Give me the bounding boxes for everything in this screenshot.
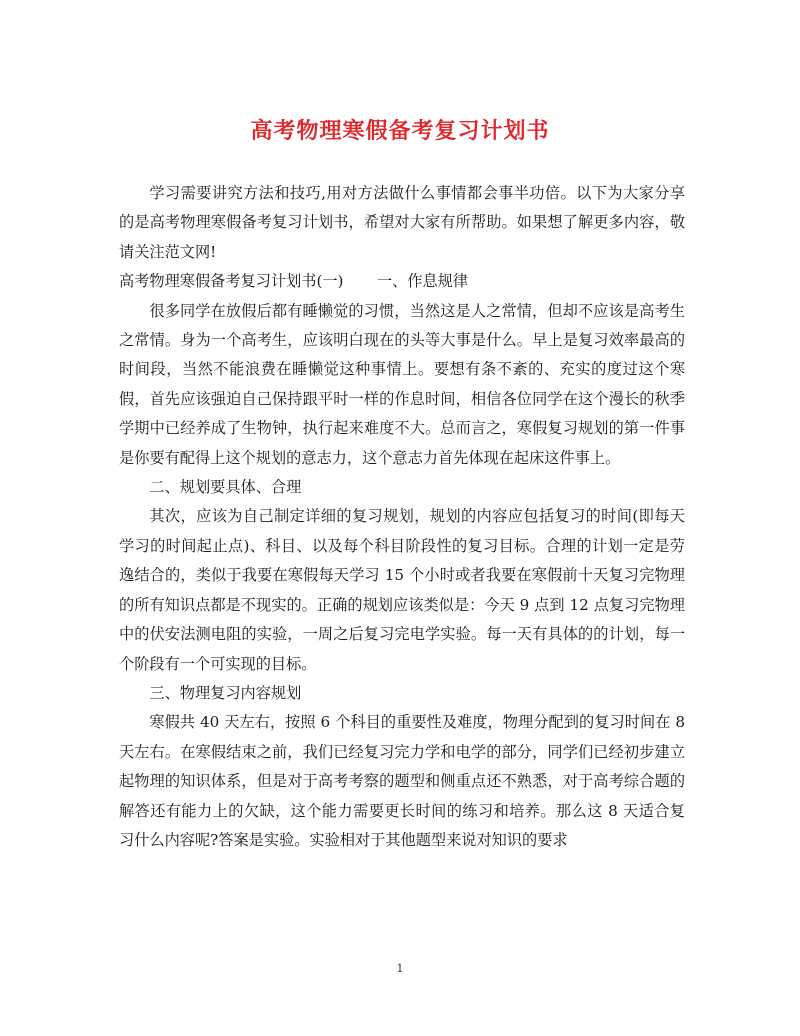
section2-paragraph: 其次，应该为自己制定详细的复习规划，规划的内容应包括复习的时间(即每天学习的时间起止点)、科目、以及每个科目阶段性的复习目标。合理的计划一定是劳逸结合的，类似于我要在寒假每天学习 15 个小时或者我要在寒假前十天复习完物理的所有知识点都是不现实的。正确的规划应该类似是：今天 9 点到 12 点复习完物理中的伏安法测电阻的实验，一周之后复习完电学实验。每一天有具体的的计划，每一个阶段有一个可实现的目标。 bbox=[119, 507, 685, 673]
section1-paragraph: 很多同学在放假后都有睡懒觉的习惯，当然这是人之常情，但却不应该是高考生之常情。身为一个高考生，应该明白现在的头等大事是什么。早上是复习效率最高的时间段，当然不能浪费在睡懒觉这种事情上。要想有条不紊的、充实的度过这个寒假，首先应该强迫自己保持跟平时一样的作息时间，相信各位同学在这个漫长的秋季学期中已经养成了生物钟，执行起来难度不大。总而言之，寒假复习规划的第一件事是你要有配得上这个规划的意志力，这个意志力首先体现在起床这件事上。 bbox=[119, 301, 685, 467]
section3-paragraph: 寒假共 40 天左右，按照 6 个科目的重要性及难度，物理分配到的复习时间在 8 天左右。在寒假结束之前，我们已经复习完力学和电学的部分，同学们已经初步建立起物理的知识体系，但是对于高考考察的题型和侧重点还不熟悉，对于高考综合题的解答还有能力上的欠缺，这个能力需要更长时间的练习和培养。那么这 8 天适合复习什么内容呢?答案是实验。实验相对于其他题型来说对知识的要求 bbox=[119, 713, 685, 849]
section3-heading: 三、物理复习内容规划 bbox=[149, 683, 302, 702]
plan-heading-line bbox=[119, 267, 685, 296]
page-number: 1 bbox=[396, 962, 404, 975]
plan-heading: 高考物理寒假备考复习计划书(一) bbox=[119, 272, 344, 291]
section1-heading: 一、作息规律 bbox=[376, 272, 469, 291]
intro-paragraph: 学习需要讲究方法和技巧,用对方法做什么事情都会事半功倍。以下为大家分享的是高考物理寒假备考复习计划书，希望对大家有所帮助。如果想了解更多内容，敬请关注范文网! bbox=[119, 184, 685, 261]
section2-heading: 二、规划要具体、合理 bbox=[149, 478, 302, 497]
document-title: 高考物理寒假备考复习计划书 bbox=[250, 118, 550, 144]
document-body bbox=[119, 179, 685, 855]
